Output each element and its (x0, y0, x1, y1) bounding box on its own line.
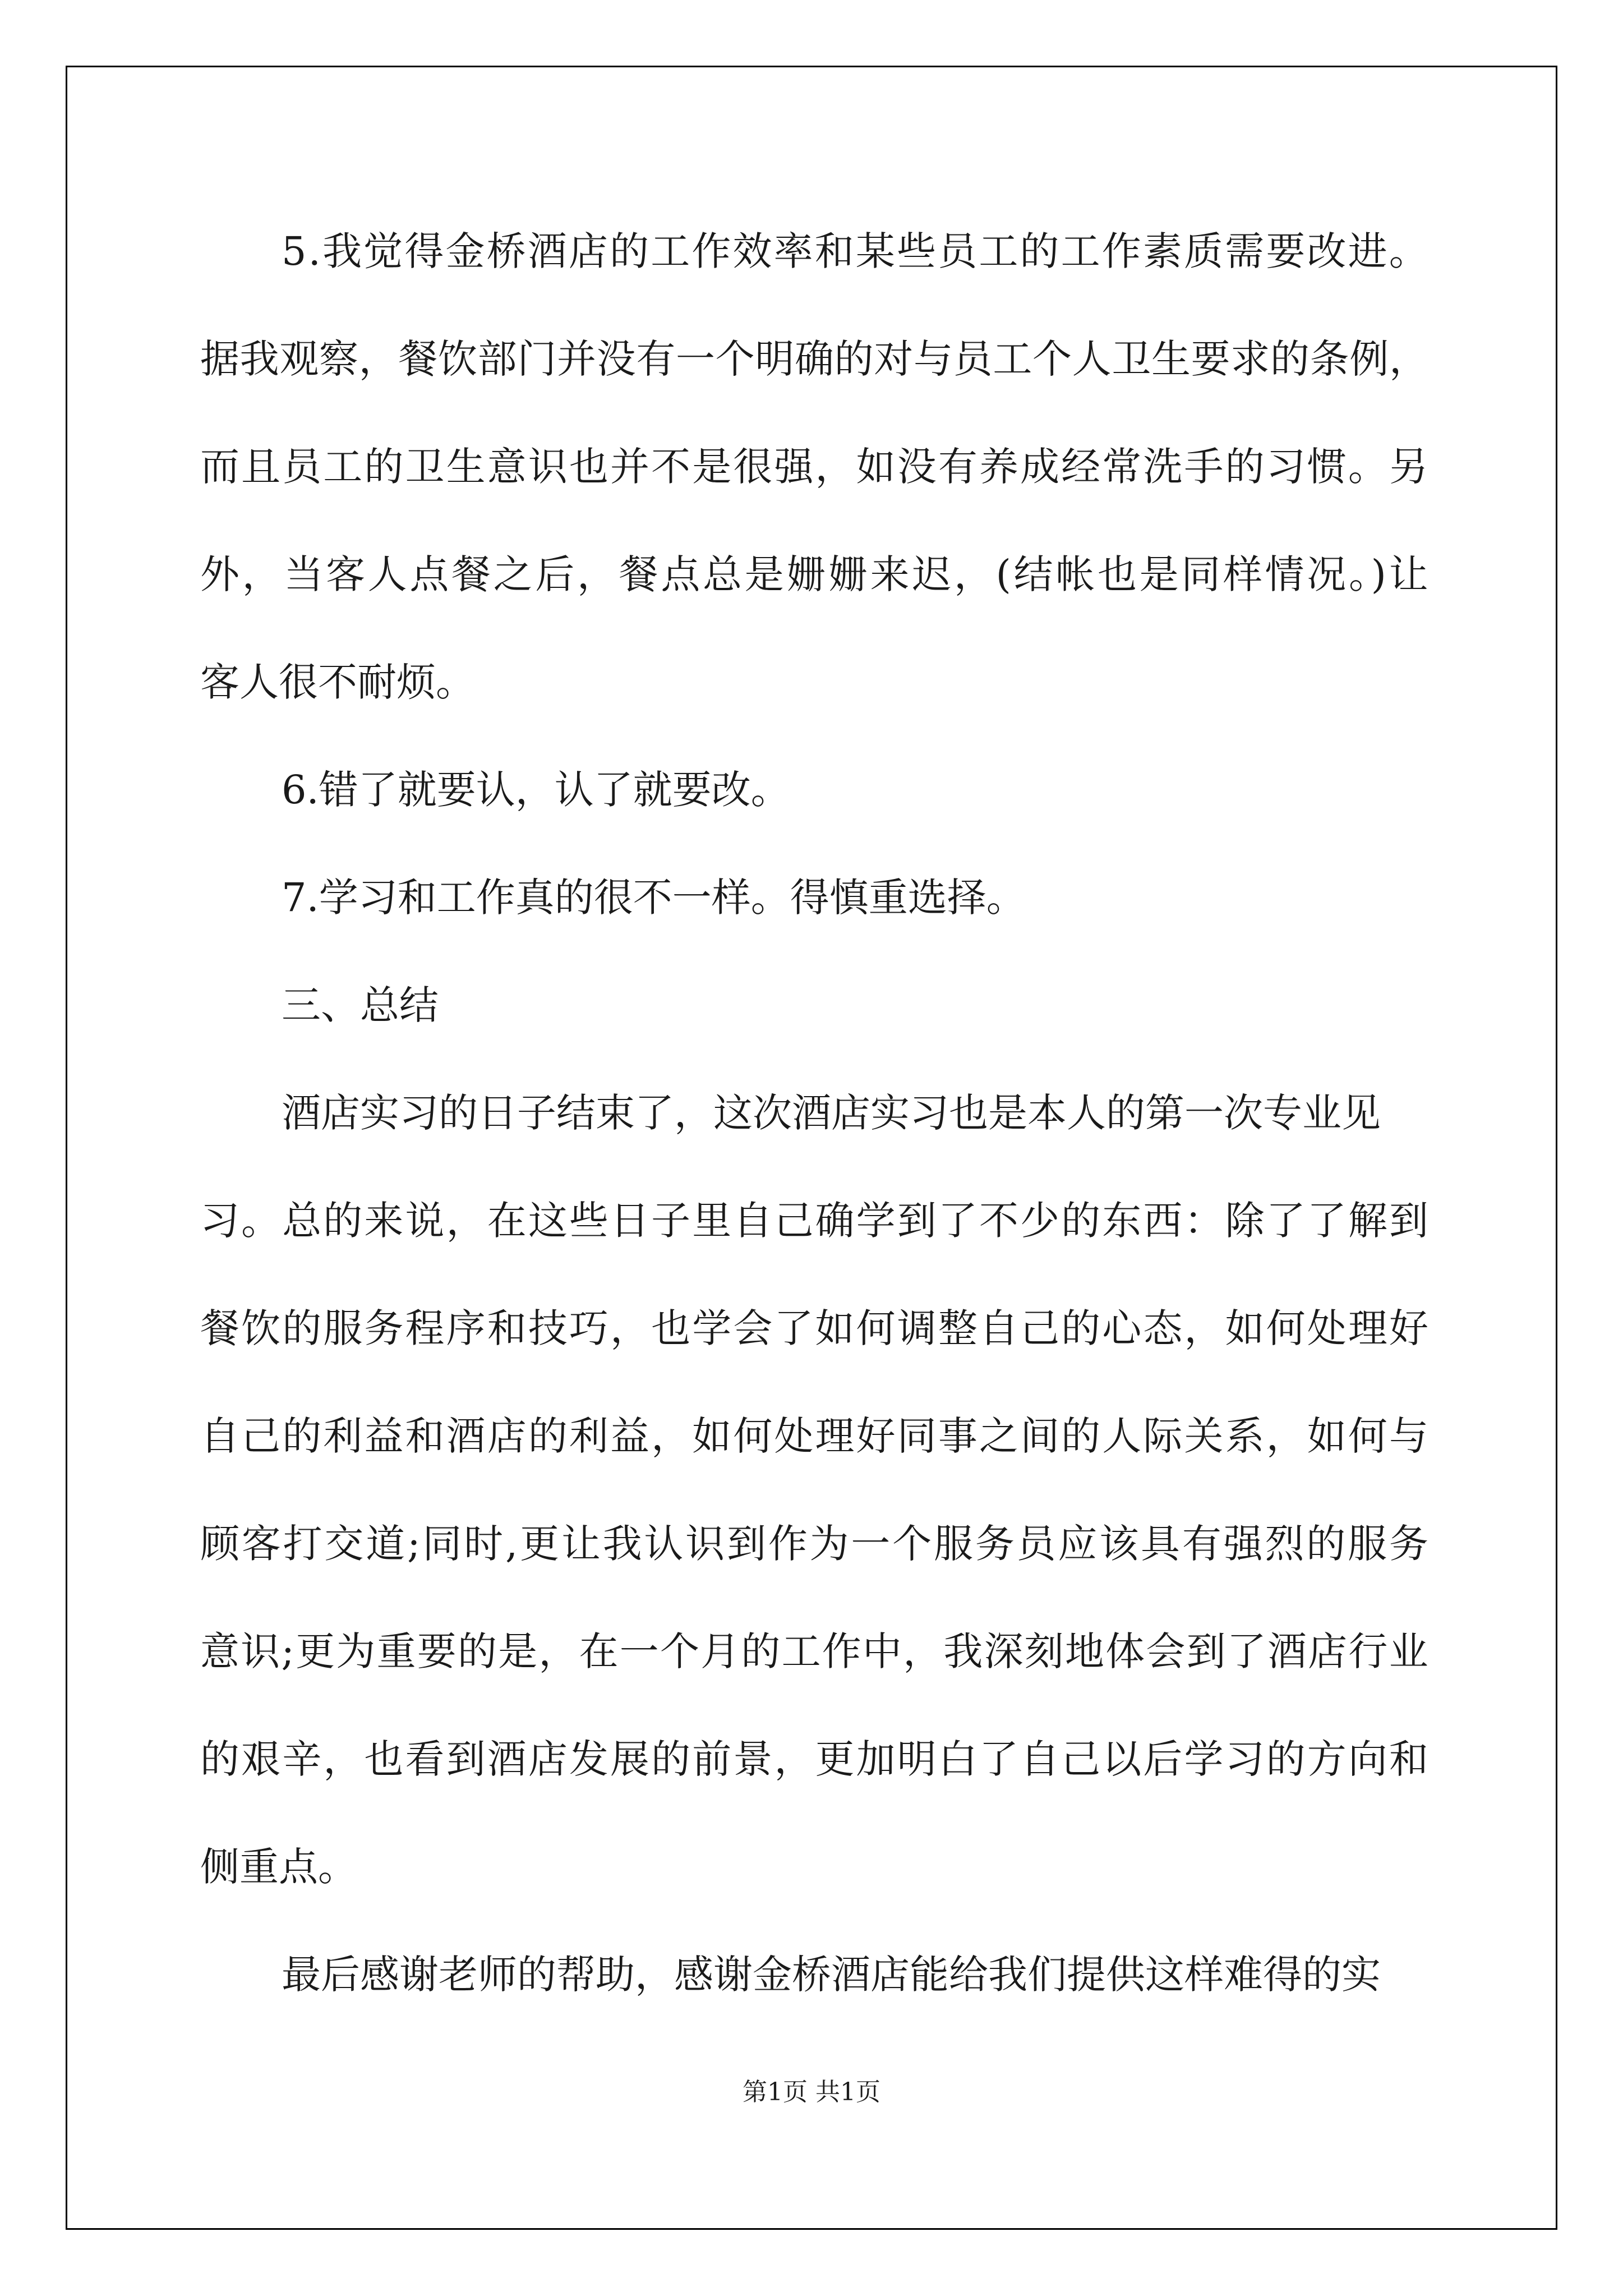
paragraph-line: 据我观察，餐饮部门并没有一个明确的对与员工个人卫生要求的条例， (200, 336, 1429, 382)
paragraph-line: 意识;更为重要的是，在一个月的工作中，我深刻地体会到了酒店行业 (200, 1628, 1430, 1674)
paragraph-line: 习。总的来说，在这些日子里自己确学到了不少的东西：除了了解到 (200, 1198, 1431, 1244)
page-footer: 第1页 共1页 (743, 2078, 880, 2106)
paragraph-line: 酒店实习的日子结束了，这次酒店实习也是本人的第一次专业见 (282, 1090, 1381, 1136)
paragraph-line: 而且员工的卫生意识也并不是很强，如没有养成经常洗手的习惯。另 (200, 444, 1431, 490)
paragraph-line: 的艰辛，也看到酒店发展的前景，更加明白了自己以后学习的方向和 (200, 1736, 1431, 1782)
paragraph-line: 最后感谢老师的帮助，感谢金桥酒店能给我们提供这样难得的实 (282, 1952, 1381, 1998)
section-heading: 三、总结 (282, 982, 439, 1028)
paragraph-line: 餐饮的服务程序和技巧，也学会了如何调整自己的心态，如何处理好 (200, 1305, 1431, 1351)
paragraph-line: 7.学习和工作真的很不一样。得慎重选择。 (282, 875, 1026, 921)
paragraph-line: 客人很不耐烦。 (200, 659, 475, 705)
paragraph-line: 侧重点。 (200, 1844, 357, 1890)
paragraph-line: 自己的利益和酒店的利益，如何处理好同事之间的人际关系，如何与 (200, 1413, 1431, 1459)
paragraph-line: 顾客打交道;同时,更让我认识到作为一个服务员应该具有强烈的服务 (200, 1521, 1431, 1567)
paragraph-line: 5.我觉得金桥酒店的工作效率和某些员工的工作素质需要改进。 (282, 228, 1430, 274)
paragraph-line: 外，当客人点餐之后，餐点总是姗姗来迟，(结帐也是同样情况。)让 (200, 551, 1431, 597)
paragraph-line: 6.错了就要认，认了就要改。 (282, 767, 790, 813)
